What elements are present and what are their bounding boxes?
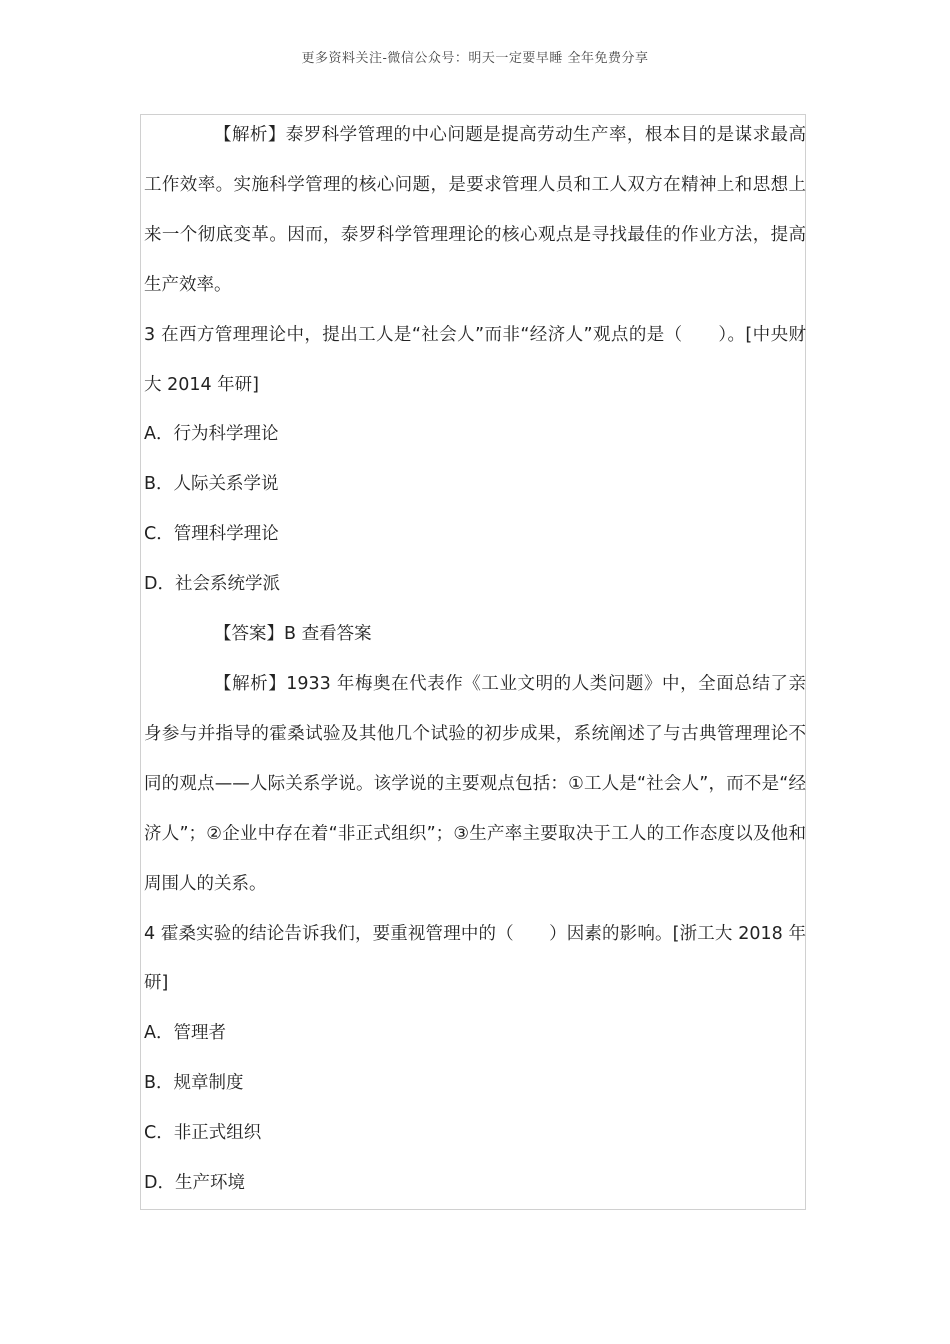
q4-option-b: B．规章制度 <box>144 1073 244 1094</box>
q3-option-c: C．管理科学理论 <box>144 524 279 545</box>
q3-stem: 3 在西方管理理论中，提出工人是“社会人”而非“经济人”观点的是（ ）。[中央财大 2014 年研] <box>144 324 806 395</box>
q4-option-c: C．非正式组织 <box>144 1123 262 1144</box>
q3-explanation: 【解析】1933 年梅奥在代表作《工业文明的人类问题》中，全面总结了亲身参与并指导的霍桑试验及其他几个试验的初步成果，系统阐述了与古典管理理论不同的观点——人际关系学说。该学说的主要观点包括：①工人是“社会人”，而不是“经济人”；②企业中存在着“非正式组织”；③生产率主要取决于工人的工作态度以及他和周围人的关系。 <box>144 673 806 894</box>
q4-option-d: D．生产环境 <box>144 1173 245 1194</box>
page-header: 更多资料关注-微信公众号：明天一定要早睡 全年免费分享 <box>301 51 649 66</box>
q3-option-a: A．行为科学理论 <box>144 424 279 445</box>
q2-explanation: 【解析】泰罗科学管理的中心问题是提高劳动生产率，根本目的是谋求最高工作效率。实施科学管理的核心问题，是要求管理人员和工人双方在精神上和思想上来一个彻底变革。因而，泰罗科学管理理论的核心观点是寻找最佳的作业方法，提高生产效率。 <box>144 125 806 295</box>
q4-stem: 4 霍桑实验的结论告诉我们，要重视管理中的（ ）因素的影响。[浙工大 2018 年研] <box>144 923 806 994</box>
q3-option-b: B．人际关系学说 <box>144 474 279 495</box>
document-body <box>144 111 806 1209</box>
q3-answer: 【答案】B 查看答案 <box>214 624 372 645</box>
q3-option-d: D．社会系统学派 <box>144 574 280 595</box>
q4-option-a: A．管理者 <box>144 1023 226 1044</box>
